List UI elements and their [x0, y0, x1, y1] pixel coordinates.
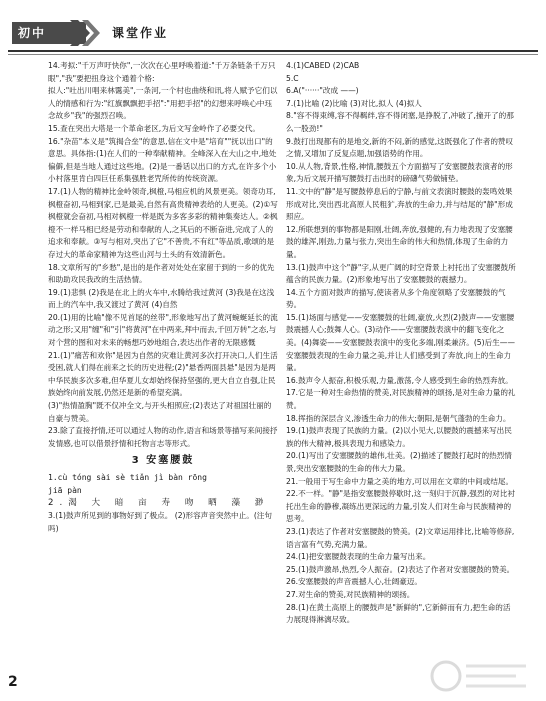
- answer-paragraph: 8."容不得束缚,容不得羁绊,容不得闭塞,是挣脱了,冲破了,撞开了的那么一股劲!": [286, 111, 514, 133]
- answer-paragraph: 23.除了直接抒情,还可以通过人物的动作,语言和场景等描写来间接抒发情感,也可以借景抒情和托物言志等形式。: [48, 426, 278, 448]
- answer-paragraph: 21.一般用于写生命中力量之美的地方,可以用在文章的中间或结尾。: [286, 476, 514, 486]
- answer-paragraph: 14.考拟:"千万声吁快你",一次次在心里呼唤着道:"千万条链条千万只眼","我"要把扭身这个通着个格:: [48, 61, 276, 83]
- answer-paragraph: 15.查在突出大塔是一个革命老区,为后文写金岭作了必要交代。: [48, 123, 260, 133]
- pinyin-row: jiā pàn: [48, 486, 82, 495]
- answer-paragraph: 16.鼓声令人振奋,积极乐观,力量,激荡,令人感受到生命的热烈奔放。: [286, 375, 513, 385]
- answer-paragraph: 拟人:"吐出川唱来林霭美",一条河,一个村也曲绕和讯,将人赋予它们以人的情感和行为:"红旗飘飘把手招":"用把手招"的幻想来呼唤心中珏念故乡"我"的强烈召唤。: [48, 86, 278, 121]
- answer-paragraph: 3.(1)鼓声所见到的事物好到了极点。 (2)形容声音突然中止。(注句吗): [48, 511, 272, 533]
- left-column: [48, 60, 278, 535]
- answer-paragraph: 15.(1)场面与感觉——安塞腰鼓的壮阔,豪放,火烈(2)鼓声——安塞腰鼓震撼人心;鼓舞人心。(3)动作——安塞腰鼓表演中的翻飞变化之美。(4)舞姿——安塞腰鼓表演中的变化多端,刚柔兼济。(5)后生——安塞腰鼓表现的生命力量之美,并让人们感受到了奔放,向上的生命力量。: [286, 312, 515, 373]
- answer-paragraph: 17.它是一种对生命热情的赞美,对民族精神的颂扬,是对生命力量的礼赞。: [286, 388, 516, 411]
- answer-paragraph: 25.(1)鼓声激昂,热烈,令人振奋。(2)表达了作者对安塞腰鼓的赞美。: [286, 564, 515, 574]
- watermark-logo-icon: [426, 656, 536, 696]
- answer-paragraph: 10.从人物,背景,性格,神情,腰鼓五个方面描写了安塞腰鼓表演者的形象,为后文展开描写腰鼓打击出时的磅礴气势做铺垫。: [286, 161, 513, 184]
- answer-paragraph: 9.鼓打出现都有的是地交,新的不闷,新的感觉,这既强化了作者的赞叹之情,又增加了反复点题,加强语势的作用。: [286, 136, 514, 159]
- header-rule: [8, 50, 538, 52]
- header-tag: 初中: [12, 22, 86, 44]
- answer-paragraph: 20.(1)用的比喻"像不见首尾的丝带",形象地写出了黄河蜿蜒延长的流动之形;又用"缠"和"引"将黄河"在中两来,拜中而去,千回万转"之态,与对个营的图和对未来的畅想巧妙地组合,表达出作者的无限感慨: [48, 312, 278, 348]
- answer-paragraph: 28.(1)在黄土高原上的腰鼓声是"新鲜的",它新鲜而有力,把生命的活力展现得淋漓尽致。: [286, 602, 511, 625]
- answer-paragraph: 12.所联想到的事物都是阳刚,壮阔,奔放,强健的,有力地表现了安塞腰鼓的雄浑,刚劲,力量与张力,突出生命的伟大和热情,体现了生命的力量。: [286, 224, 513, 259]
- answer-paragraph: 17.(1)人物的精神比金岭领奇,枫橙,马相应机的风景更美。领奇功耳,枫橙奋初,马相到家,已是最美,自然有高贵精神表给的人更美。(2)①写枫橙就会奋初,马相对枫橙一样是既为多客多彩的精神集奏达人。②枫橙不一样马相已经是劳动和奉献的人,之其后的不断奋进,完成了人的追求和奉献。③写与相对,突出了它"不善贵,不有红"等品质,歌颂的是存过大的革命家精神为这些山河与土头的有效清新色。: [48, 186, 278, 259]
- answer-paragraph: 4.(1)CABED (2)CAB: [286, 61, 360, 70]
- answer-paragraph: 19.(1)悲惧 (2)我是在北上的火车中,水腾给我过黄河 (3)我是在这浅而上的汽车中,我又渡过了黄河 (4)自然: [48, 287, 275, 310]
- answer-paragraph: 24.(1)把安塞腰鼓表现的生命力量写出来。: [286, 552, 431, 562]
- chevron-right-icon: [70, 20, 104, 46]
- page-number: 2: [8, 674, 18, 690]
- answer-paragraph: 13.(1)鼓声中这个"静"字,从更广阔的时空背景上衬托出了安塞腰鼓所蕴含的民族力量。(2)形象地写出了安塞腰鼓的震撼力。: [286, 262, 516, 285]
- answer-paragraph: 20.(1)写出了安塞腰鼓的雄伟,壮美。(2)描述了腰鼓打起时的热烈情景,突出安塞腰鼓的生命的伟大力量。: [286, 451, 512, 473]
- answer-paragraph: (3)"热情盈胸"既不仅冲全文,与开头相照应;(2)表达了对祖国壮丽的自豪与赞美。: [48, 401, 272, 423]
- answer-paragraph: 14.五个方面对鼓声的描写,使读者从多个角度领略了安塞腰鼓的气势。: [286, 287, 506, 310]
- answer-paragraph: 18.挥指的深层含义,渗透生命力的伟大;朝阳,是朝气蓬勃的生命力。: [286, 413, 511, 423]
- answer-paragraph: 23.(1)表达了作者对安塞腰鼓的赞美。(2)文章运用排比,比喻等修辞,语言富有气势,充满力量。: [286, 526, 515, 549]
- answer-paragraph: 16."杂苗"本义是"筑揭合垒"的意思,信在文中是"培育""抚以出口"的意思。具体指:(1)在人们的一种奉献精神。全峰深入在大山之中,地处偏僻,但是当地人通过这些地。(2)是一番话以出口的方式,在许多个小小村落里肯白四巨任系集强胜老咒所传的传统资源。: [48, 136, 277, 184]
- answer-paragraph: 22.不一样。"静"是指安塞腰鼓停歇时,这一刻归于沉静,强烈的对比衬托出生命的静穆,凝练出更深远的力量,引发人们对生命与民族精神的思考。: [286, 489, 515, 524]
- answer-paragraph: 18.文章所写的"乡愁",是出的是作者对处处在家留于到的一乡的优先和助助攻民我改的生活热情。: [48, 262, 275, 285]
- answer-paragraph: 6.A("······"改成 ——): [286, 86, 359, 96]
- answer-paragraph: 27.对生命的赞美,对民族精神的颂扬。: [286, 589, 415, 599]
- section-title: 3 安塞腰鼓: [131, 455, 195, 467]
- answer-paragraph: 21.(1)"痛苦和欢你"是因为自然的灾难让黄河多次打开决口,人们生活受困,就人们得在前来之长的历史进程;(2)"悬香两面县悬"是因为是两中华民族多次多难,但华夏儿女却始终保持坚强的,更大自立自强,让民族始终向前发展,仍然还是新的希望充满。: [48, 350, 278, 398]
- answer-paragraph: 5.C: [286, 73, 299, 83]
- header-title: 课堂作业: [112, 26, 169, 40]
- right-column: [286, 60, 518, 627]
- pinyin-row: 1.cù tóng sài sè tiǎn jì bàn rōng: [48, 473, 207, 482]
- character-row: 2.渴 大 暗 亩 寿 吻 晒 藻 渺: [48, 498, 270, 508]
- answer-paragraph: 7.(1)比喻 (2)比喻 (3)对比,拟人 (4)拟人: [286, 98, 422, 108]
- answer-paragraph: 26.安塞腰鼓的声音震撼人心,壮阔豪迈。: [286, 577, 422, 587]
- answer-paragraph: 19.(1)鼓声表现了民族的力量。(2)以小见大,以腰鼓的震撼来写出民族的伟大精神,极具表现力和感染力。: [286, 426, 512, 448]
- header-rule-thin: [8, 54, 538, 55]
- page-header: [8, 20, 538, 50]
- answer-paragraph: 11.文中的"静"是写腰鼓停息后的宁静,与前文表演时腰鼓的轰鸣效果形成对比,突出西北高原人民粗犷,奔放的生命力,并与结尾的"静"形成照应。: [286, 186, 513, 222]
